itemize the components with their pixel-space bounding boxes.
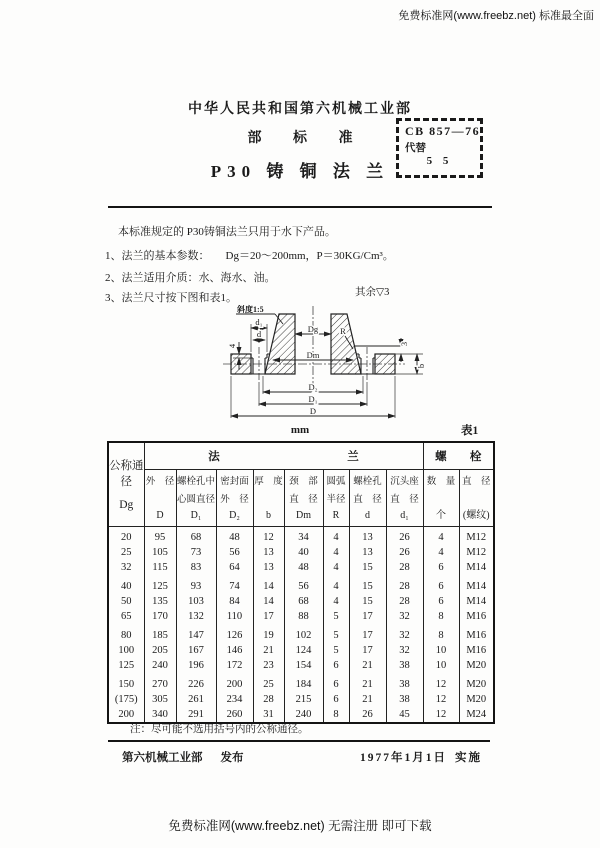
- table-row: 32 115 83 64 13 48 4 15 28 6 M14: [108, 560, 494, 575]
- table-row: 150 270 226 200 25 184 6 21 38 12 M20: [108, 673, 494, 692]
- dim-face-height: 3: [399, 341, 409, 347]
- item1-value: Dg＝20～200mm，P＝30KG/Cm³。: [225, 250, 394, 262]
- table-row: 65 170 132 110 17 88 5 17 32 8 M16: [108, 609, 494, 624]
- footer-divider: [108, 740, 490, 742]
- hub-wall-right: [331, 314, 361, 374]
- dim-dm-neck: Dm: [306, 350, 320, 360]
- watermark-top: 免费标准网(www.freebz.net) 标准最全面: [398, 10, 594, 22]
- dim-b-thickness: b: [416, 363, 426, 369]
- publish-label: 发布: [220, 752, 244, 764]
- dim-counterbore-depth: 4: [227, 343, 237, 349]
- hub-wall-left: [265, 314, 295, 374]
- group-header-bolt: 螺 栓: [423, 442, 494, 469]
- table-caption: 表1: [461, 425, 479, 437]
- table-row: 80 185 147 126 19 102 5 17 32 8 M16: [108, 624, 494, 643]
- dim-d1-bolt-circle: D₁: [308, 394, 318, 404]
- list-item-2: 2、法兰适用介质：水、海水、油。: [105, 272, 276, 284]
- flange-section-drawing: [193, 302, 483, 430]
- replaced-standard: 5 5: [426, 155, 453, 167]
- column-header: 数 量 个: [423, 469, 459, 526]
- flange-rim-left: [231, 354, 251, 374]
- column-header-nominal-diameter: [108, 442, 144, 526]
- standard-number-box: [396, 118, 483, 178]
- ministry-name: 中华人民共和国第六机械工业部: [188, 102, 412, 117]
- table-row: 25 105 73 56 13 40 4 13 26 4 M12: [108, 545, 494, 560]
- dim-r-fillet: R: [340, 326, 346, 336]
- replaces-label: 代替: [405, 143, 426, 154]
- column-header: 密封面 外 径 D₂: [216, 469, 253, 526]
- dim-d1-counterbore: d₁: [255, 317, 263, 327]
- implement-label: 实施: [455, 752, 482, 764]
- footer-issuer: [122, 749, 244, 765]
- column-header: 颈 部 直 径 Dm: [284, 469, 323, 526]
- column-header: 螺栓孔中 心圆直径 D₁: [176, 469, 216, 526]
- table-note: 注：尽可能不选用括号内的公称通径。: [130, 724, 309, 735]
- nominal-diameter-label: 公称通径: [109, 460, 144, 489]
- table-row: 50 135 103 84 14 68 4 15 28 6 M14: [108, 594, 494, 609]
- dim-d-bolt-hole: d: [256, 329, 262, 339]
- document-type: 部 标 准: [247, 131, 367, 146]
- column-header: 厚 度 b: [253, 469, 284, 526]
- table-row: 100 205 167 146 21 124 5 17 32 10 M16: [108, 643, 494, 658]
- page-title: P30 铸 铜 法 兰: [210, 162, 390, 181]
- standard-code: CB 857—76: [405, 124, 481, 138]
- column-header: 直 径 (螺纹): [459, 469, 494, 526]
- issuer-name: 第六机械工业部: [122, 752, 203, 764]
- list-item-1: [105, 247, 394, 263]
- surface-finish-note: 其余▽3: [355, 287, 390, 298]
- table-row: 200 340 291 260 31 240 8 26 45 12 M24: [108, 707, 494, 723]
- table-row: (175) 305 261 234 28 215 6 21 38 12 M20: [108, 692, 494, 707]
- nominal-diameter-symbol: Dg: [119, 499, 134, 512]
- column-header: 螺栓孔 直 径 d: [349, 469, 386, 526]
- column-header: 圆弧 半径 R: [323, 469, 349, 526]
- group-header-flange: 法 兰: [144, 442, 423, 469]
- column-header: 外 径 D: [144, 469, 176, 526]
- dim-dg-bore: Dg: [307, 324, 319, 334]
- item1-label: 1、法兰的基本参数：: [105, 250, 210, 262]
- table-row: 20 95 68 48 12 34 4 13 26 4 M12: [108, 526, 494, 545]
- table-unit: mm: [290, 424, 310, 436]
- flange-rim-right: [375, 354, 395, 374]
- column-header: 沉头座 直 径 d₁: [386, 469, 423, 526]
- watermark-bottom: 免费标准网(www.freebz.net) 无需注册 即可下载: [168, 819, 432, 833]
- flange-dimensions-table: [107, 441, 495, 724]
- dim-d-outer: D: [309, 406, 317, 416]
- table-row: 125 240 196 172 23 154 6 21 38 10 M20: [108, 658, 494, 673]
- intro-paragraph: 本标准规定的 P30铸铜法兰只用于水下产品。: [118, 226, 336, 238]
- header-divider: [108, 206, 492, 208]
- table-row: 40 125 93 74 14 56 4 15 28 6 M14: [108, 575, 494, 594]
- dim-d2-seal-face: D₂: [308, 382, 318, 392]
- implementation-date: 1977年1月1日: [360, 752, 447, 764]
- slope-label: 斜度1:5: [237, 305, 264, 314]
- list-item-3: 3、法兰尺寸按下图和表1。: [105, 292, 237, 304]
